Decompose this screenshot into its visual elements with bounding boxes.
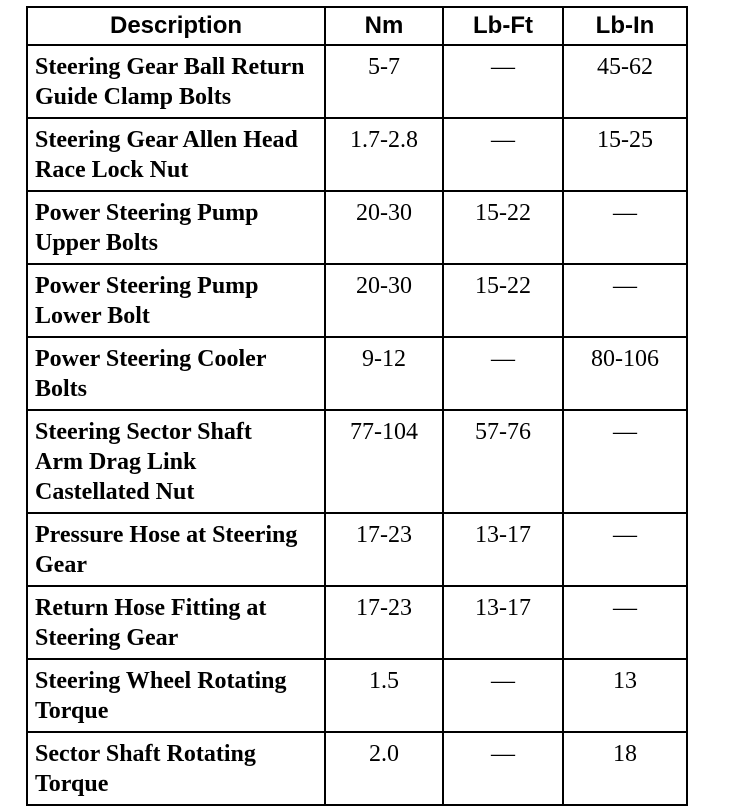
header-row: [27, 7, 687, 45]
nm-cell: 20-30: [325, 264, 443, 337]
lb-in-cell: 15-25: [563, 118, 687, 191]
lb-ft-cell: 13-17: [443, 513, 563, 586]
description-cell: Steering Gear Allen Head Race Lock Nut: [27, 118, 325, 191]
nm-cell: 17-23: [325, 513, 443, 586]
nm-cell: 1.7-2.8: [325, 118, 443, 191]
table-row: [27, 45, 687, 118]
table-row: [27, 191, 687, 264]
lb-ft-cell: 13-17: [443, 586, 563, 659]
lb-in-cell: 18: [563, 732, 687, 805]
header-lb-in: Lb-In: [563, 7, 687, 45]
lb-ft-cell: 15-22: [443, 264, 563, 337]
table-row: [27, 264, 687, 337]
description-cell: Power Steering Cooler Bolts: [27, 337, 325, 410]
lb-in-cell: —: [563, 586, 687, 659]
table-row: [27, 410, 687, 513]
header-description: Description: [27, 7, 325, 45]
description-cell: Steering Gear Ball Return Guide Clamp Bolts: [27, 45, 325, 118]
table-header: [27, 7, 687, 45]
description-cell: Return Hose Fitting at Steering Gear: [27, 586, 325, 659]
torque-spec-table: [26, 6, 688, 806]
lb-ft-cell: —: [443, 337, 563, 410]
lb-ft-cell: 57-76: [443, 410, 563, 513]
nm-cell: 20-30: [325, 191, 443, 264]
nm-cell: 5-7: [325, 45, 443, 118]
table-row: [27, 513, 687, 586]
description-cell: Sector Shaft Rotating Torque: [27, 732, 325, 805]
table-body: [27, 45, 687, 805]
lb-ft-cell: —: [443, 118, 563, 191]
lb-in-cell: —: [563, 513, 687, 586]
lb-in-cell: 13: [563, 659, 687, 732]
header-nm: Nm: [325, 7, 443, 45]
lb-ft-cell: 15-22: [443, 191, 563, 264]
lb-in-cell: —: [563, 191, 687, 264]
table-row: [27, 337, 687, 410]
table-row: [27, 732, 687, 805]
nm-cell: 1.5: [325, 659, 443, 732]
table-row: [27, 118, 687, 191]
description-cell: Steering Wheel Rotating Torque: [27, 659, 325, 732]
lb-in-cell: 80-106: [563, 337, 687, 410]
description-cell: Pressure Hose at Steering Gear: [27, 513, 325, 586]
lb-in-cell: 45-62: [563, 45, 687, 118]
table-row: [27, 586, 687, 659]
nm-cell: 9-12: [325, 337, 443, 410]
nm-cell: 17-23: [325, 586, 443, 659]
description-cell: Power Steering Pump Upper Bolts: [27, 191, 325, 264]
nm-cell: 77-104: [325, 410, 443, 513]
table-row: [27, 659, 687, 732]
lb-ft-cell: —: [443, 659, 563, 732]
lb-ft-cell: —: [443, 732, 563, 805]
lb-in-cell: —: [563, 264, 687, 337]
description-cell: Power Steering Pump Lower Bolt: [27, 264, 325, 337]
lb-ft-cell: —: [443, 45, 563, 118]
lb-in-cell: —: [563, 410, 687, 513]
header-lb-ft: Lb-Ft: [443, 7, 563, 45]
nm-cell: 2.0: [325, 732, 443, 805]
description-cell: Steering Sector Shaft Arm Drag Link Castellated Nut: [27, 410, 325, 513]
